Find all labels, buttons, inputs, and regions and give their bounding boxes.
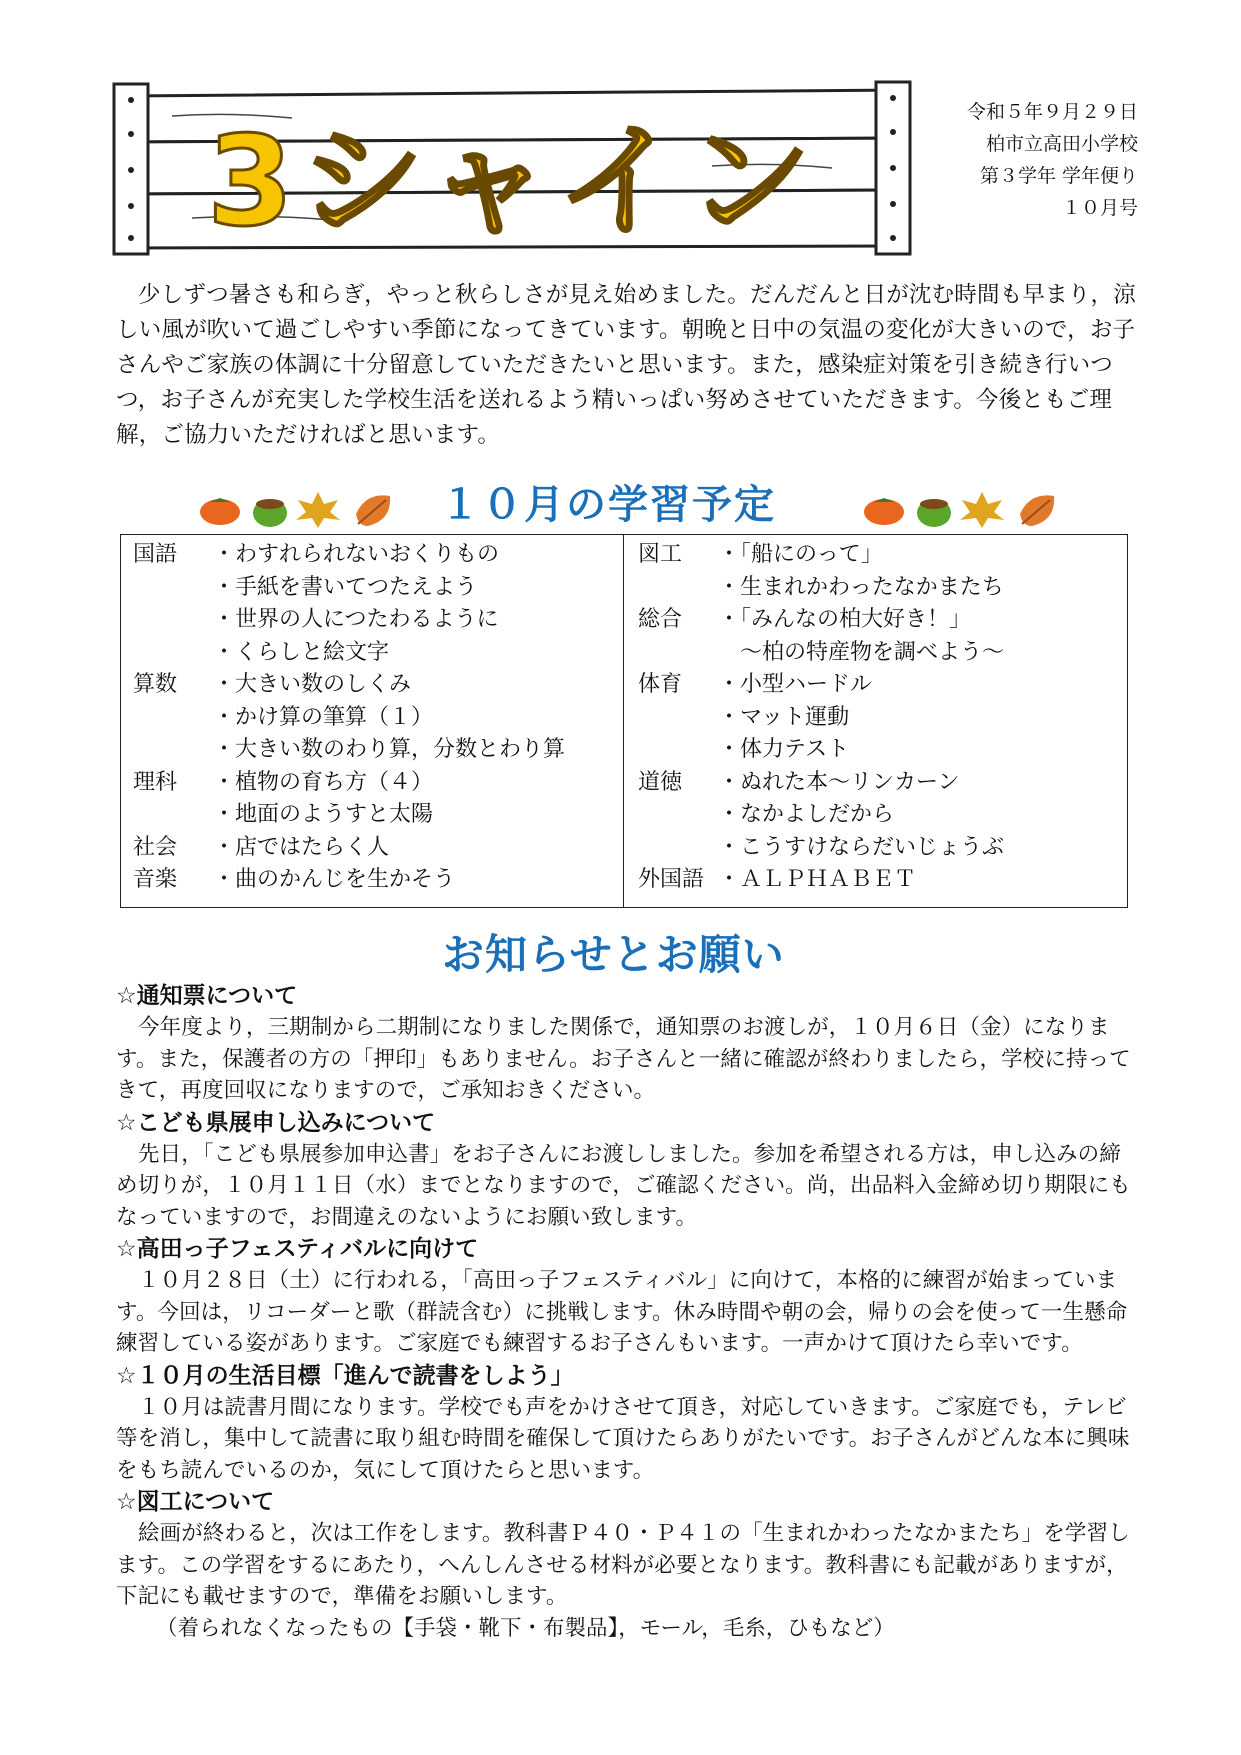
schedule-row <box>638 734 1127 767</box>
materials-list: （着られなくなったもの【手袋・靴下・布製品】，モール，毛糸，ひもなど） <box>156 1615 895 1641</box>
schedule-row <box>638 637 1127 670</box>
unit-item: ・手紙を書いてつたえよう <box>213 574 478 600</box>
notices-title: お知らせとお願い <box>442 930 785 979</box>
unit-item: ・小型ハードル <box>718 672 873 697</box>
subject-label <box>638 702 718 735</box>
subject-label <box>133 572 213 605</box>
notice-body: １０月２８日（土）に行われる，「高田っ子フェスティバル」に向けて，本格的に練習が始まっています。今回は，リコーダーと歌（群読含む）に挑戦します。休み時間や朝の会，帰りの会を使って一生懸命練習している姿があります。ご家庭でも練習するお子さんもいます。一声かけて頂けたら幸いです。 <box>116 1268 1128 1356</box>
unit-item: ・地面のようすと太陽 <box>213 802 434 827</box>
notice-body: １０月は読書月間になります。学校でも声をかけさせて頂き，対応していきます。ご家庭でも，テレビ等を消し，集中して読書に取り組む時間を確保して頂けたらありがたいです。お子さんがどんな本に興味をもち読んでいるのか，気にして頂けたらと思います。 <box>116 1394 1130 1483</box>
unit-item: ・ぬれた本～リンカーン <box>718 769 960 795</box>
schedule-row <box>638 539 1127 572</box>
unit-item: ・生まれかわったなかまたち <box>718 574 1004 600</box>
subject-label: 道徳 <box>638 769 683 795</box>
schedule-row <box>133 572 623 605</box>
subject-label: 社会 <box>133 834 178 860</box>
schedule-row <box>133 669 623 702</box>
subject-label: 理科 <box>133 769 178 795</box>
notice-heading: ☆１０月の生活目標「進んで読書をしよう」 <box>116 1362 574 1389</box>
notice-heading: ☆図工について <box>116 1489 275 1515</box>
notice-item <box>116 1107 1136 1234</box>
banner-title: 3シャイン <box>207 110 817 254</box>
maple-leaf-icon <box>296 492 340 528</box>
unit-item: ・大きい数のわり算，分数とわり算 <box>213 737 566 762</box>
schedule-row <box>638 702 1127 735</box>
unit-item: ・マット運動 <box>718 704 850 730</box>
schedule-row <box>133 864 623 897</box>
unit-item: ・大きい数のしくみ <box>213 672 412 697</box>
notice-item <box>116 1233 1136 1360</box>
autumn-leaf-icon <box>356 495 390 526</box>
unit-item: ・植物の育ち方（４） <box>213 769 434 795</box>
issue-month: １０月号 <box>1061 197 1138 219</box>
notice-body: 今年度より，三期制から二期制になりました関係で，通知票のお渡しが，１０月６日（金）になります。また，保護者の方の「押印」もありません。お子さんと一緒に確認が終わりましたら，学校に持ってきて，再度回収になりますので，ご承知おきください。 <box>116 1015 1131 1103</box>
notice-item <box>116 1486 1136 1613</box>
schedule-column-left <box>121 535 624 907</box>
subject-label <box>133 637 213 670</box>
unit-item: ・くらしと絵文字 <box>213 639 390 665</box>
autumn-leaf-icon <box>1020 495 1054 526</box>
unit-item: ・わすれられないおくりもの <box>213 542 500 567</box>
school-name: 柏市立高田小学校 <box>985 133 1138 155</box>
subject-label <box>133 702 213 735</box>
schedule-row <box>133 702 623 735</box>
schedule-row <box>133 604 623 637</box>
notice-item <box>116 1360 1136 1487</box>
notice-body: 絵画が終わると，次は工作をします。教科書Ｐ４０・Ｐ４１の「生まれかわったなかまたち」を学習します。この学習をするにあたり，へんしんさせる材料が必要となります。教科書にも記載がありますが，下記にも載せますので，準備をお願いします。 <box>116 1521 1130 1609</box>
schedule-row <box>638 799 1127 832</box>
subject-label <box>638 832 718 865</box>
subject-label <box>638 637 718 670</box>
subject-label <box>133 604 213 637</box>
schedule-table <box>120 534 1128 908</box>
schedule-row <box>638 767 1127 800</box>
schedule-row <box>133 539 623 572</box>
schedule-row <box>638 572 1127 605</box>
subject-label <box>638 572 718 605</box>
notice-body: 先日，「こども県展参加申込書」をお子さんにお渡ししました。参加を希望される方は，申し込みの締め切りが，１０月１１日（水）までとなりますので，ご確認ください。尚，出品料入金締め切り期限にもなっていますので，お間違えのないようにお願い致します。 <box>116 1141 1131 1230</box>
unit-item: ・店ではたらく人 <box>213 834 390 860</box>
schedule-row <box>638 864 1127 897</box>
unit-item: ・なかよしだから <box>718 802 895 827</box>
title-banner <box>112 78 912 258</box>
subject-label: 総合 <box>638 607 683 632</box>
schedule-row <box>133 734 623 767</box>
subject-label: 国語 <box>133 542 178 567</box>
autumn-decoration-left <box>198 486 398 530</box>
notices-list <box>116 980 1136 1644</box>
schedule-row <box>133 637 623 670</box>
unit-item: ・こうすけならだいじょうぶ <box>718 834 1005 860</box>
notice-item <box>116 980 1136 1107</box>
schedule-row <box>133 767 623 800</box>
header-meta <box>928 96 1138 224</box>
subject-label <box>133 799 213 832</box>
notice-heading: ☆通知票について <box>116 983 298 1009</box>
subject-label: 外国語 <box>638 867 705 892</box>
subject-label: 体育 <box>638 672 683 697</box>
subject-label <box>638 799 718 832</box>
subject-label <box>638 734 718 767</box>
unit-item: ・「みんなの柏大好き！」 <box>718 607 972 632</box>
unit-item: ・曲のかんじを生かそう <box>213 867 456 892</box>
schedule-title: １０月の学習予定 <box>440 482 776 528</box>
schedule-row <box>133 799 623 832</box>
subject-label: 算数 <box>133 672 178 697</box>
subject-label: 図工 <box>638 542 683 567</box>
unit-item: ・かけ算の筆算（１） <box>213 704 434 730</box>
unit-item: ～柏の特産物を調べよう～ <box>718 639 1005 665</box>
notice-heading: ☆高田っ子フェスティバルに向けて <box>116 1236 479 1262</box>
unit-item: ・体力テスト <box>718 737 850 762</box>
schedule-row <box>638 832 1127 865</box>
unit-item: ・「船にのって」 <box>718 542 883 567</box>
chestnut-icon <box>917 499 951 527</box>
intro-paragraph: 少しずつ暑さも和らぎ，やっと秋らしさが見え始めました。だんだんと日が沈む時間も早まり，涼しい風が吹いて過ごしやすい季節になってきています。朝晩と日中の気温の変化が大きいので，お子さんやご家族の体調に十分留意していただきたいと思います。また，感染症対策を引き続き行いつつ，お子さんが充実した学校生活を送れるよう精いっぱい努めさせていただきます。今後ともご理解，ご協力いただければと思います。 <box>116 282 1136 448</box>
notice-heading: ☆こども県展申し込みについて <box>116 1109 436 1136</box>
schedule-row <box>133 832 623 865</box>
subject-label: 音楽 <box>133 867 178 892</box>
persimmon-icon <box>864 498 904 525</box>
subject-label <box>133 734 213 767</box>
grade-newsletter: 第３学年 学年便り <box>979 165 1138 187</box>
unit-item: ・ＡＬＰＨＡＢＥＴ <box>718 867 917 892</box>
maple-leaf-icon <box>960 492 1004 528</box>
schedule-column-right <box>624 535 1127 907</box>
schedule-row <box>638 604 1127 637</box>
issue-date: 令和５年９月２９日 <box>966 101 1138 123</box>
unit-item: ・世界の人につたわるように <box>213 607 499 632</box>
persimmon-icon <box>200 498 240 525</box>
autumn-decoration-right <box>862 486 1062 530</box>
chestnut-icon <box>253 499 287 527</box>
schedule-row <box>638 669 1127 702</box>
